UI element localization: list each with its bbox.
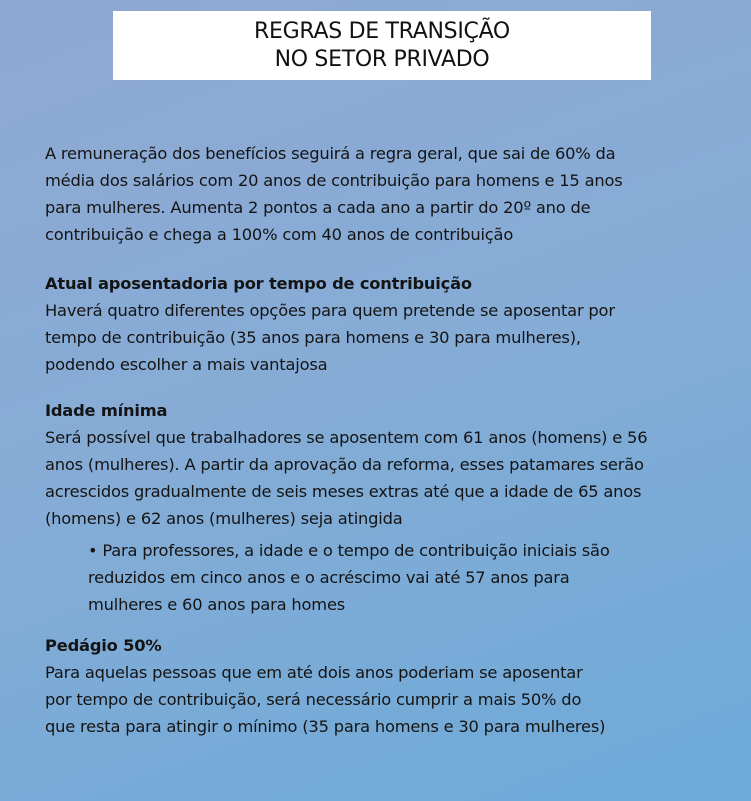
title-box — [113, 11, 651, 80]
section-heading: Idade mínima — [45, 401, 168, 420]
section-text: Para aquelas pessoas que em até dois anos poderiam se aposentar por tempo de contribuição, será necessário cumprir a mais 50% do que resta para atingir o mínimo (35 para homens e 30 para mulheres) — [45, 663, 606, 736]
section-pedagio — [45, 632, 735, 740]
content — [45, 140, 735, 740]
intro-paragraph: A remuneração dos benefícios seguirá a regra geral, que sai de 60% da média dos salários com 20 anos de contribuição para homens e 15 anos para mulheres. Aumenta 2 pontos a cada ano a partir do 20º ano de contribuição e chega a 100% com 40 anos de contribuição — [45, 144, 623, 244]
title-line-2: NO SETOR PRIVADO — [274, 46, 490, 72]
title-line-1: REGRAS DE TRANSIÇÃO — [254, 18, 510, 44]
section-heading: Pedágio 50% — [45, 636, 162, 655]
section-heading: Atual aposentadoria por tempo de contribuição — [45, 274, 472, 293]
section-text: Haverá quatro diferentes opções para quem pretende se aposentar por tempo de contribuição (35 anos para homens e 30 para mulheres), podendo escolher a mais vantajosa — [45, 301, 615, 374]
bullet-item-professores: • Para professores, a idade e o tempo de contribuição iniciais são reduzidos em cinco anos e o acréscimo vai até 57 anos para mulheres e 60 anos para homes — [88, 541, 610, 614]
section-idade-minima — [45, 397, 735, 618]
section-tempo-contribuicao — [45, 270, 735, 378]
section-text: Será possível que trabalhadores se aposentem com 61 anos (homens) e 56 anos (mulheres). A partir da aprovação da reforma, esses patamares serão acrescidos gradualmente de seis meses extras até que a idade de 65 anos (homens) e 62 anos (mulheres) seja atingida — [45, 428, 648, 528]
